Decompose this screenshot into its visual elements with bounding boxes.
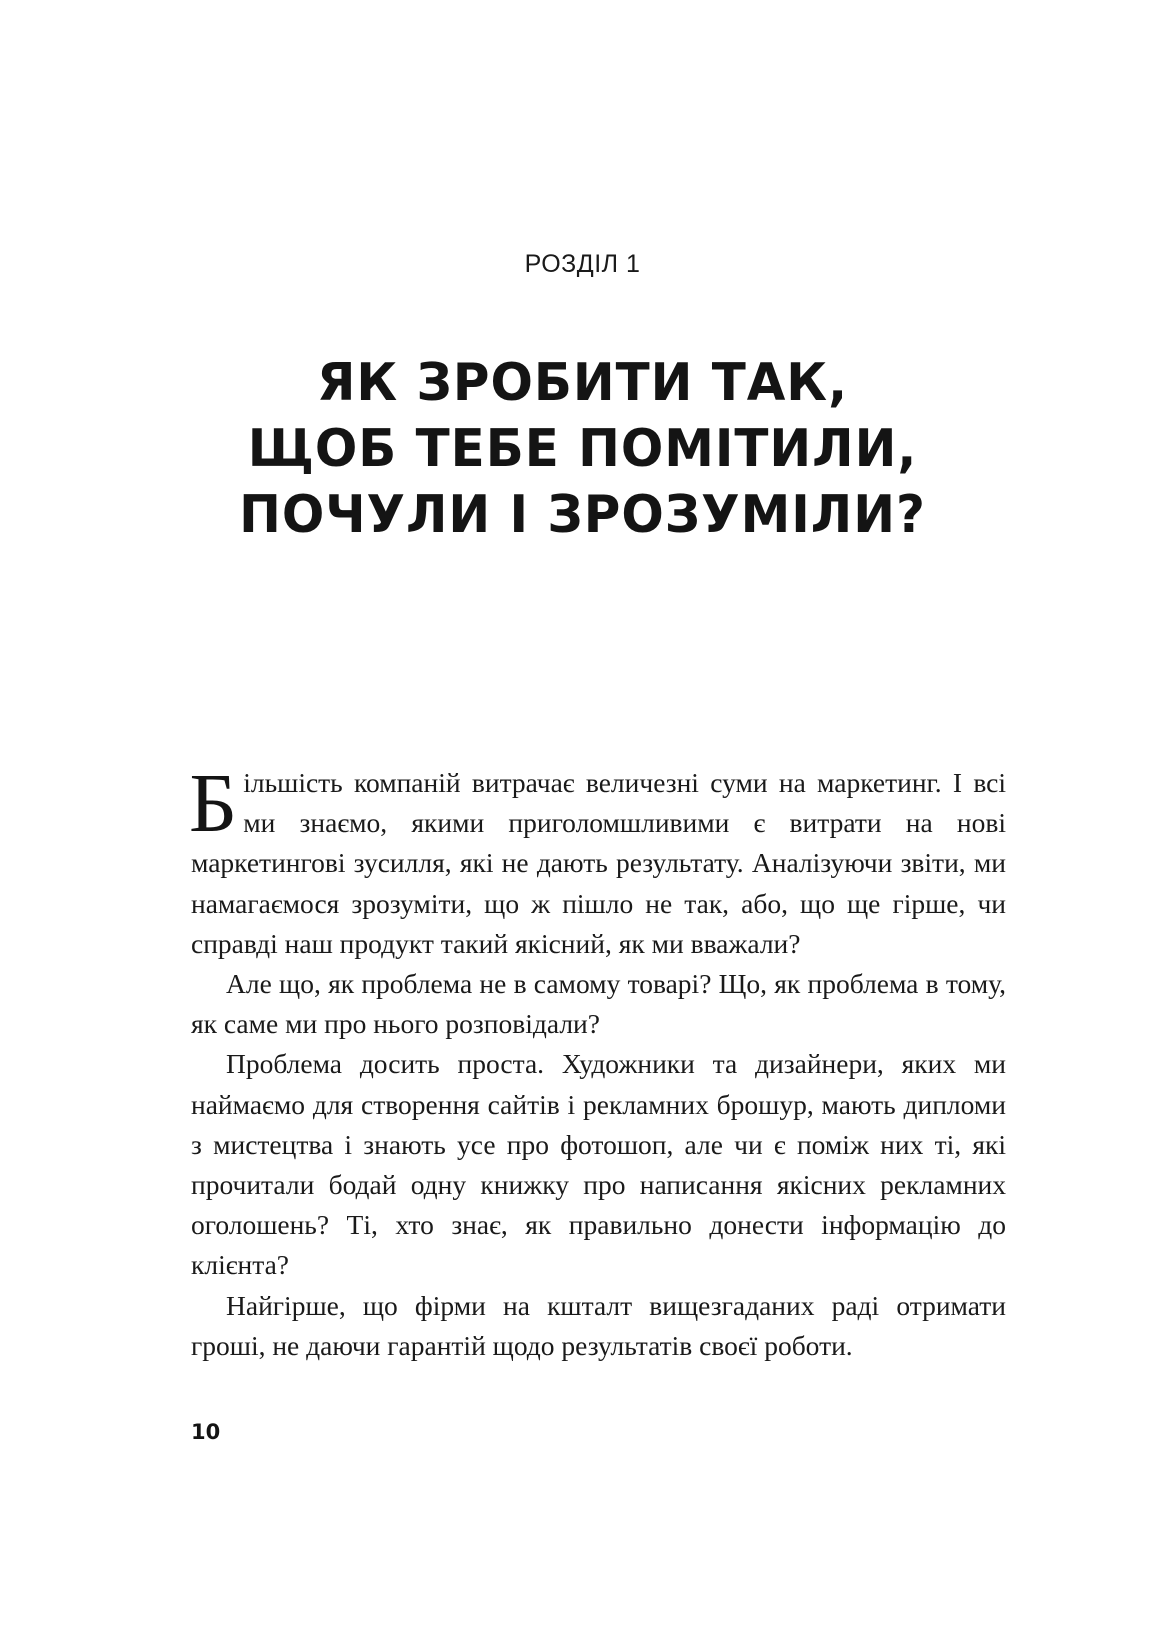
- paragraph-1-text: ільшість компаній витрачає величезні суми на маркетинг. І всі ми знаємо, якими приголомшливими є витрати на нові маркетингові зусилля, які не дають результату. Аналізуючи звіти, ми намагаємося зрозуміти, що ж пішло не так, або, що ще гірше, чи справді наш продукт такий якісний, як ми вважали?: [191, 767, 1006, 959]
- paragraph-2: Але що, як проблема не в самому товарі? Що, як проблема в тому, як саме ми про нього розповідали?: [191, 968, 1006, 1040]
- body-text: [189, 757, 1006, 1366]
- chapter-title-line-1: ЯК ЗРОБИТИ ТАК,: [316, 353, 848, 413]
- chapter-label: РОЗДІЛ 1: [524, 250, 641, 278]
- chapter-title: [0, 350, 1165, 548]
- paragraph-3: Проблема досить проста. Художники та дизайнери, яких ми наймаємо для створення сайтів і рекламних брошур, мають дипломи з мистецтва і знають усе про фотошоп, але чи є поміж них ті, які прочитали бодай одну книжку про написання якісних рекламних оголошень? Ті, хто знає, як правильно донести інформацію до клієнта?: [191, 1048, 1006, 1281]
- page-number: 10: [191, 1420, 221, 1444]
- chapter-title-line-2: ЩОБ ТЕБЕ ПОМІТИЛИ,: [247, 419, 918, 479]
- paragraph-1: [189, 757, 1006, 964]
- drop-cap: Б: [189, 757, 238, 850]
- paragraph-4: Найгірше, що фірми на кшталт вищезгаданих раді отримати гроші, не даючи гарантій щодо результатів своєї роботи.: [191, 1289, 1006, 1361]
- chapter-title-line-3: ПОЧУЛИ І ЗРОЗУМІЛИ?: [239, 485, 926, 545]
